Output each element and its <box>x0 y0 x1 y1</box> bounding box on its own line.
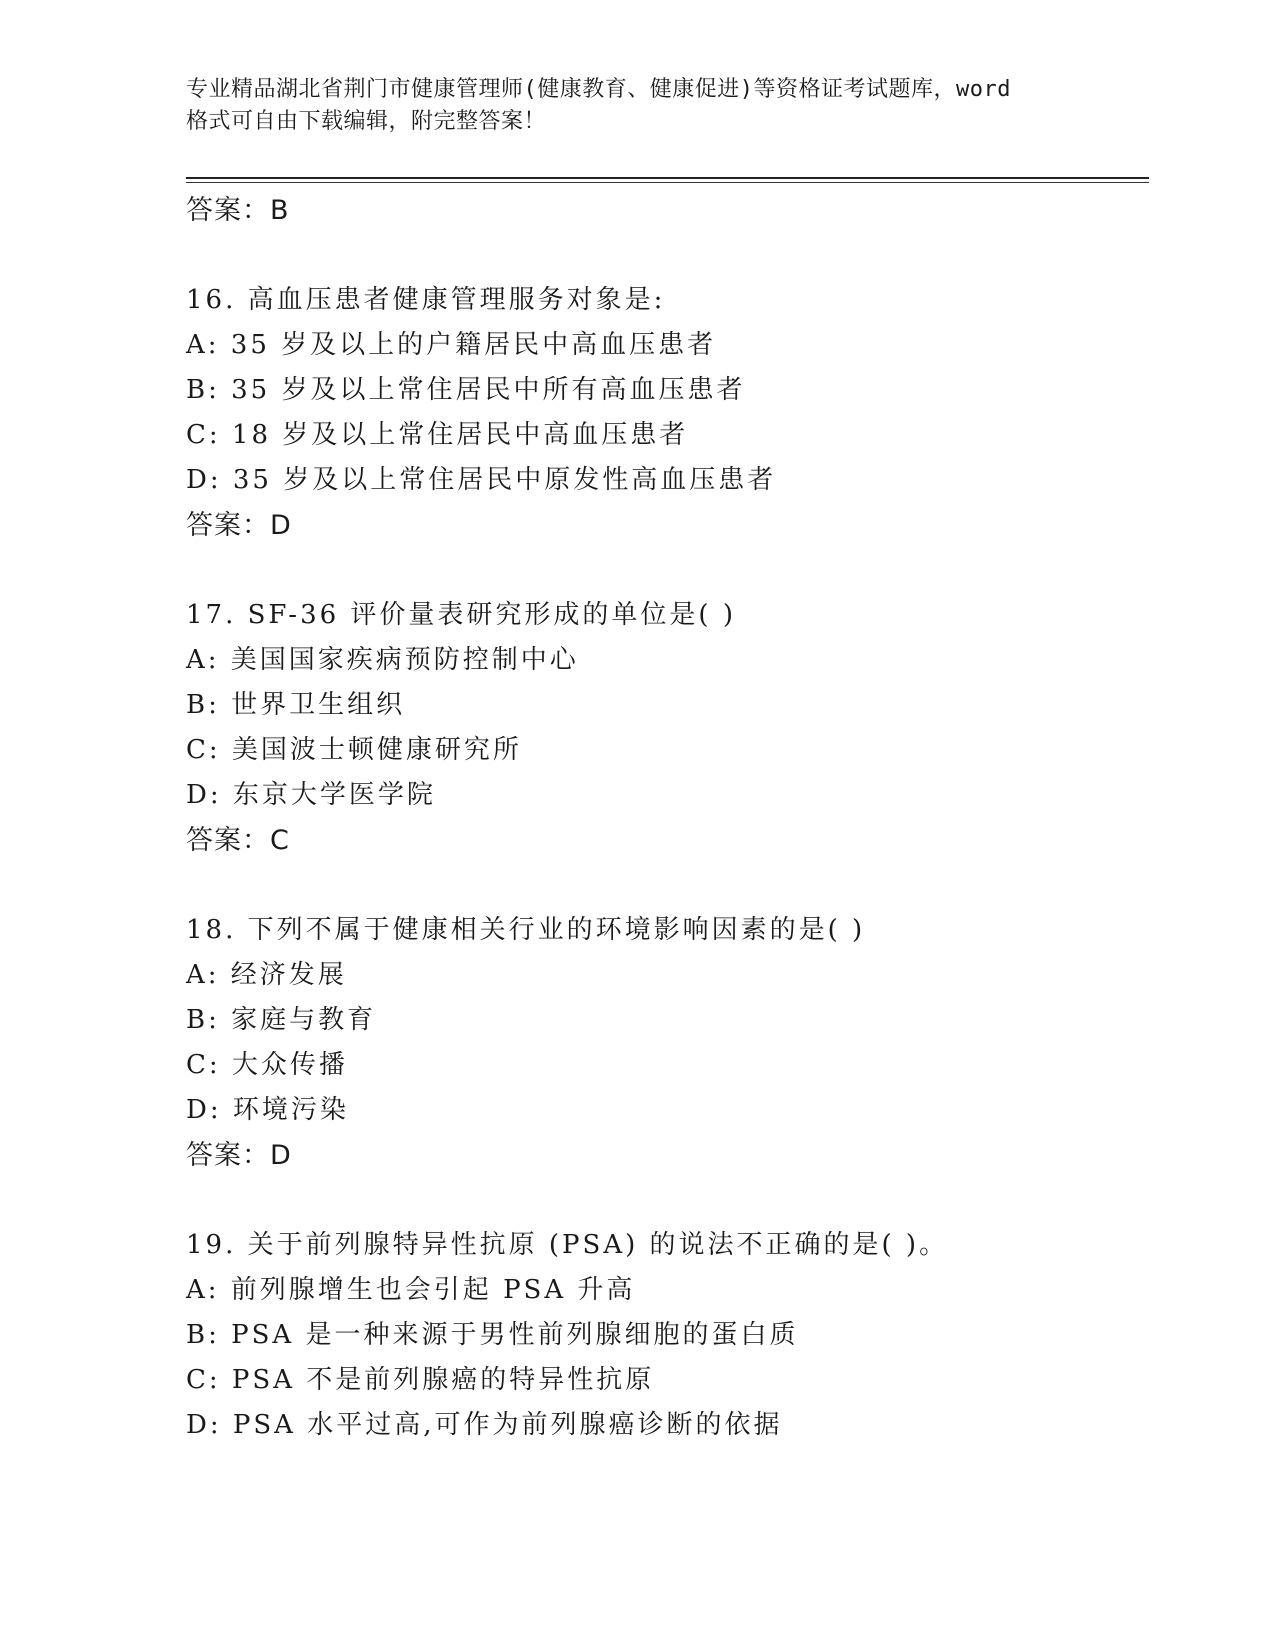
option-b: B: 世界卫生组织 <box>186 690 406 720</box>
spacer <box>186 234 1146 278</box>
spacer <box>186 864 1146 908</box>
question-17 <box>186 593 1146 864</box>
spacer <box>186 549 1146 593</box>
spacer <box>186 1179 1146 1223</box>
answer-line: 答案：D <box>186 510 292 541</box>
question-stem: 16. 高血压患者健康管理服务对象是: <box>186 285 666 315</box>
option-d: D: 东京大学医学院 <box>186 780 436 810</box>
option-d: D: PSA 水平过高,可作为前列腺癌诊断的依据 <box>186 1410 783 1440</box>
option-d: D: 环境污染 <box>186 1095 349 1125</box>
question-19 <box>186 1223 1146 1448</box>
question-18 <box>186 908 1146 1179</box>
question-stem: 18. 下列不属于健康相关行业的环境影响因素的是( ) <box>186 915 866 945</box>
header-rule-thick <box>186 177 1149 179</box>
option-a: A: 美国国家疾病预防控制中心 <box>186 645 579 675</box>
option-c: C: PSA 不是前列腺癌的特异性抗原 <box>186 1365 655 1395</box>
answer-line: 答案：D <box>186 1140 292 1171</box>
header-line-1: 专业精品湖北省荆门市健康管理师(健康教育、健康促进)等资格证考试题库，word <box>186 77 1011 102</box>
question-16 <box>186 278 1146 549</box>
option-a: A: 经济发展 <box>186 960 347 990</box>
document-body <box>186 188 1146 1448</box>
question-stem: 17. SF-36 评价量表研究形成的单位是( ) <box>186 600 736 630</box>
header-rule-thin <box>186 182 1149 183</box>
option-c: C: 大众传播 <box>186 1050 348 1080</box>
option-a: A: 前列腺增生也会引起 PSA 升高 <box>186 1275 636 1305</box>
document-header <box>186 74 1106 138</box>
question-stem: 19. 关于前列腺特异性抗原 (PSA) 的说法不正确的是( )。 <box>186 1230 949 1260</box>
option-b: B: PSA 是一种来源于男性前列腺细胞的蛋白质 <box>186 1320 799 1350</box>
option-b: B: 35 岁及以上常住居民中所有高血压患者 <box>186 375 746 405</box>
option-a: A: 35 岁及以上的户籍居民中高血压患者 <box>186 330 717 360</box>
option-d: D: 35 岁及以上常住居民中原发性高血压患者 <box>186 465 777 495</box>
option-c: C: 美国波士顿健康研究所 <box>186 735 522 765</box>
option-b: B: 家庭与教育 <box>186 1005 377 1035</box>
option-c: C: 18 岁及以上常住居民中高血压患者 <box>186 420 689 450</box>
header-line-2: 格式可自由下载编辑，附完整答案！ <box>186 109 547 134</box>
answer-line: 答案：B <box>186 195 290 226</box>
answer-line: 答案：C <box>186 825 290 856</box>
